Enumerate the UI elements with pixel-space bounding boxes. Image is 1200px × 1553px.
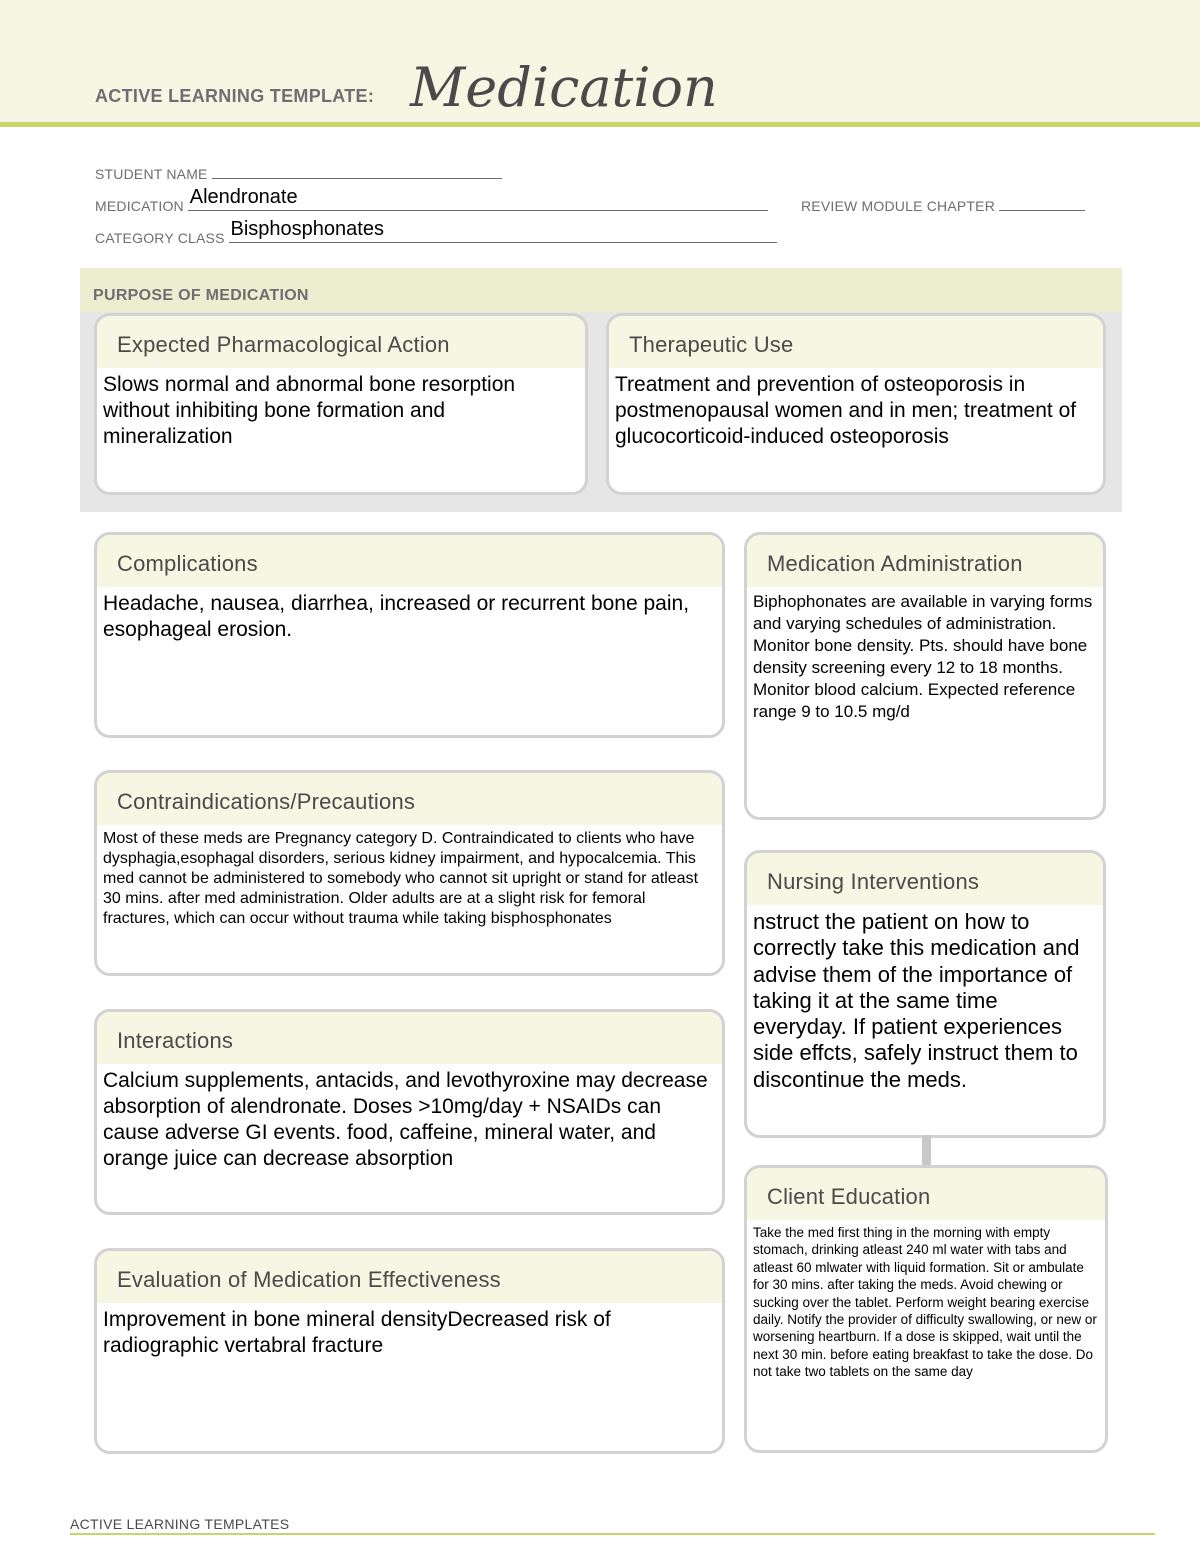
category-class-row (95, 218, 777, 246)
review-module-label: REVIEW MODULE CHAPTER (801, 198, 995, 214)
medication-value: Alendronate (189, 186, 298, 208)
complications-title: Complications (97, 535, 722, 587)
category-class-label: CATEGORY CLASS (95, 230, 225, 246)
client-education-card (744, 1165, 1108, 1453)
contraindications-text[interactable]: Most of these meds are Pregnancy category D. Contraindicated to clients who have dysphagia,esophagal disorders, serious kidney impairment, and hypocalcemia. This med cannot be administered to somebody who cannot sit upright or stand for atleast 30 mins. after med administration. Older adults are at a slight risk for femoral fractures, which can occur without trauma while taking bisphosphonates (103, 830, 699, 927)
medication-row (95, 186, 768, 214)
review-module-row (801, 197, 1085, 214)
medication-field[interactable] (188, 186, 768, 211)
category-class-field[interactable] (229, 218, 777, 243)
medication-label: MEDICATION (95, 198, 184, 214)
medication-administration-title: Medication Administration (747, 535, 1103, 587)
nursing-interventions-text[interactable]: nstruct the patient on how to correctly take this medication and advise them of the importance of taking it at the same time everyday. If patient experiences side effcts, safely instruct them to discontinue the meds. (753, 909, 1080, 1092)
section-connector (922, 1135, 931, 1167)
complications-card (94, 532, 725, 738)
template-label: ACTIVE LEARNING TEMPLATE: (95, 86, 375, 106)
header-rule (0, 122, 1200, 127)
interactions-title: Interactions (97, 1012, 722, 1064)
client-education-text[interactable]: Take the med first thing in the morning with empty stomach, drinking atleast 240 ml water with tabs and atleast 60 mlwater with liquid formation. Sit or ambulate for 30 mins. after taking the meds. Avoid chewing or sucking over the tablet. Perform weight bearing exercise daily. Notify the provider of difficulty swallowing, or new or worsening heartburn. If a dose is skipped, wait until the next 30 min. before eating breakfast to take the dose. Do not take two tablets on the same day (753, 1225, 1097, 1380)
expected-action-text[interactable]: Slows normal and abnormal bone resorption without inhibiting bone formation and mineralization (103, 373, 516, 448)
category-class-value: Bisphosphonates (230, 218, 384, 240)
footer-label: ACTIVE LEARNING TEMPLATES (70, 1516, 290, 1532)
student-name-label: STUDENT NAME (95, 166, 208, 182)
expected-action-card (94, 313, 588, 495)
interactions-card (94, 1009, 725, 1215)
evaluation-card (94, 1248, 725, 1454)
evaluation-text[interactable]: Improvement in bone mineral densityDecreased risk of radiographic vertabral fracture (103, 1308, 611, 1357)
page-title: Medication (410, 56, 718, 119)
complications-text[interactable]: Headache, nausea, diarrhea, increased or recurrent bone pain, esophageal erosion. (103, 592, 690, 641)
client-education-title: Client Education (747, 1168, 1105, 1220)
footer-rule (70, 1533, 1155, 1535)
student-name-row (95, 165, 502, 182)
medication-administration-card (744, 532, 1106, 820)
contraindications-title: Contraindications/Precautions (97, 773, 722, 825)
student-name-field[interactable] (212, 165, 502, 179)
purpose-label: PURPOSE OF MEDICATION (93, 287, 309, 304)
expected-action-title: Expected Pharmacological Action (97, 316, 585, 368)
evaluation-title: Evaluation of Medication Effectiveness (97, 1251, 722, 1303)
therapeutic-use-title: Therapeutic Use (609, 316, 1103, 368)
contraindications-card (94, 770, 725, 976)
review-module-field[interactable] (999, 197, 1085, 211)
medication-administration-text[interactable]: Biphophonates are available in varying forms and varying schedules of administration. Monitor bone density. Pts. should have bone density screening every 12 to 18 months. Monitor blood calcium. Expected reference range 9 to 10.5 mg/d (753, 592, 1093, 721)
interactions-text[interactable]: Calcium supplements, antacids, and levothyroxine may decrease absorption of alendronate. Doses >10mg/day + NSAIDs can cause adverse GI events. food, caffeine, mineral water, and orange juice can decrease absorption (103, 1069, 708, 1170)
nursing-interventions-title: Nursing Interventions (747, 853, 1103, 905)
therapeutic-use-text[interactable]: Treatment and prevention of osteoporosis in postmenopausal women and in men; treatment of glucocorticoid-induced osteoporosis (615, 373, 1077, 448)
nursing-interventions-card (744, 850, 1106, 1138)
therapeutic-use-card (606, 313, 1106, 495)
